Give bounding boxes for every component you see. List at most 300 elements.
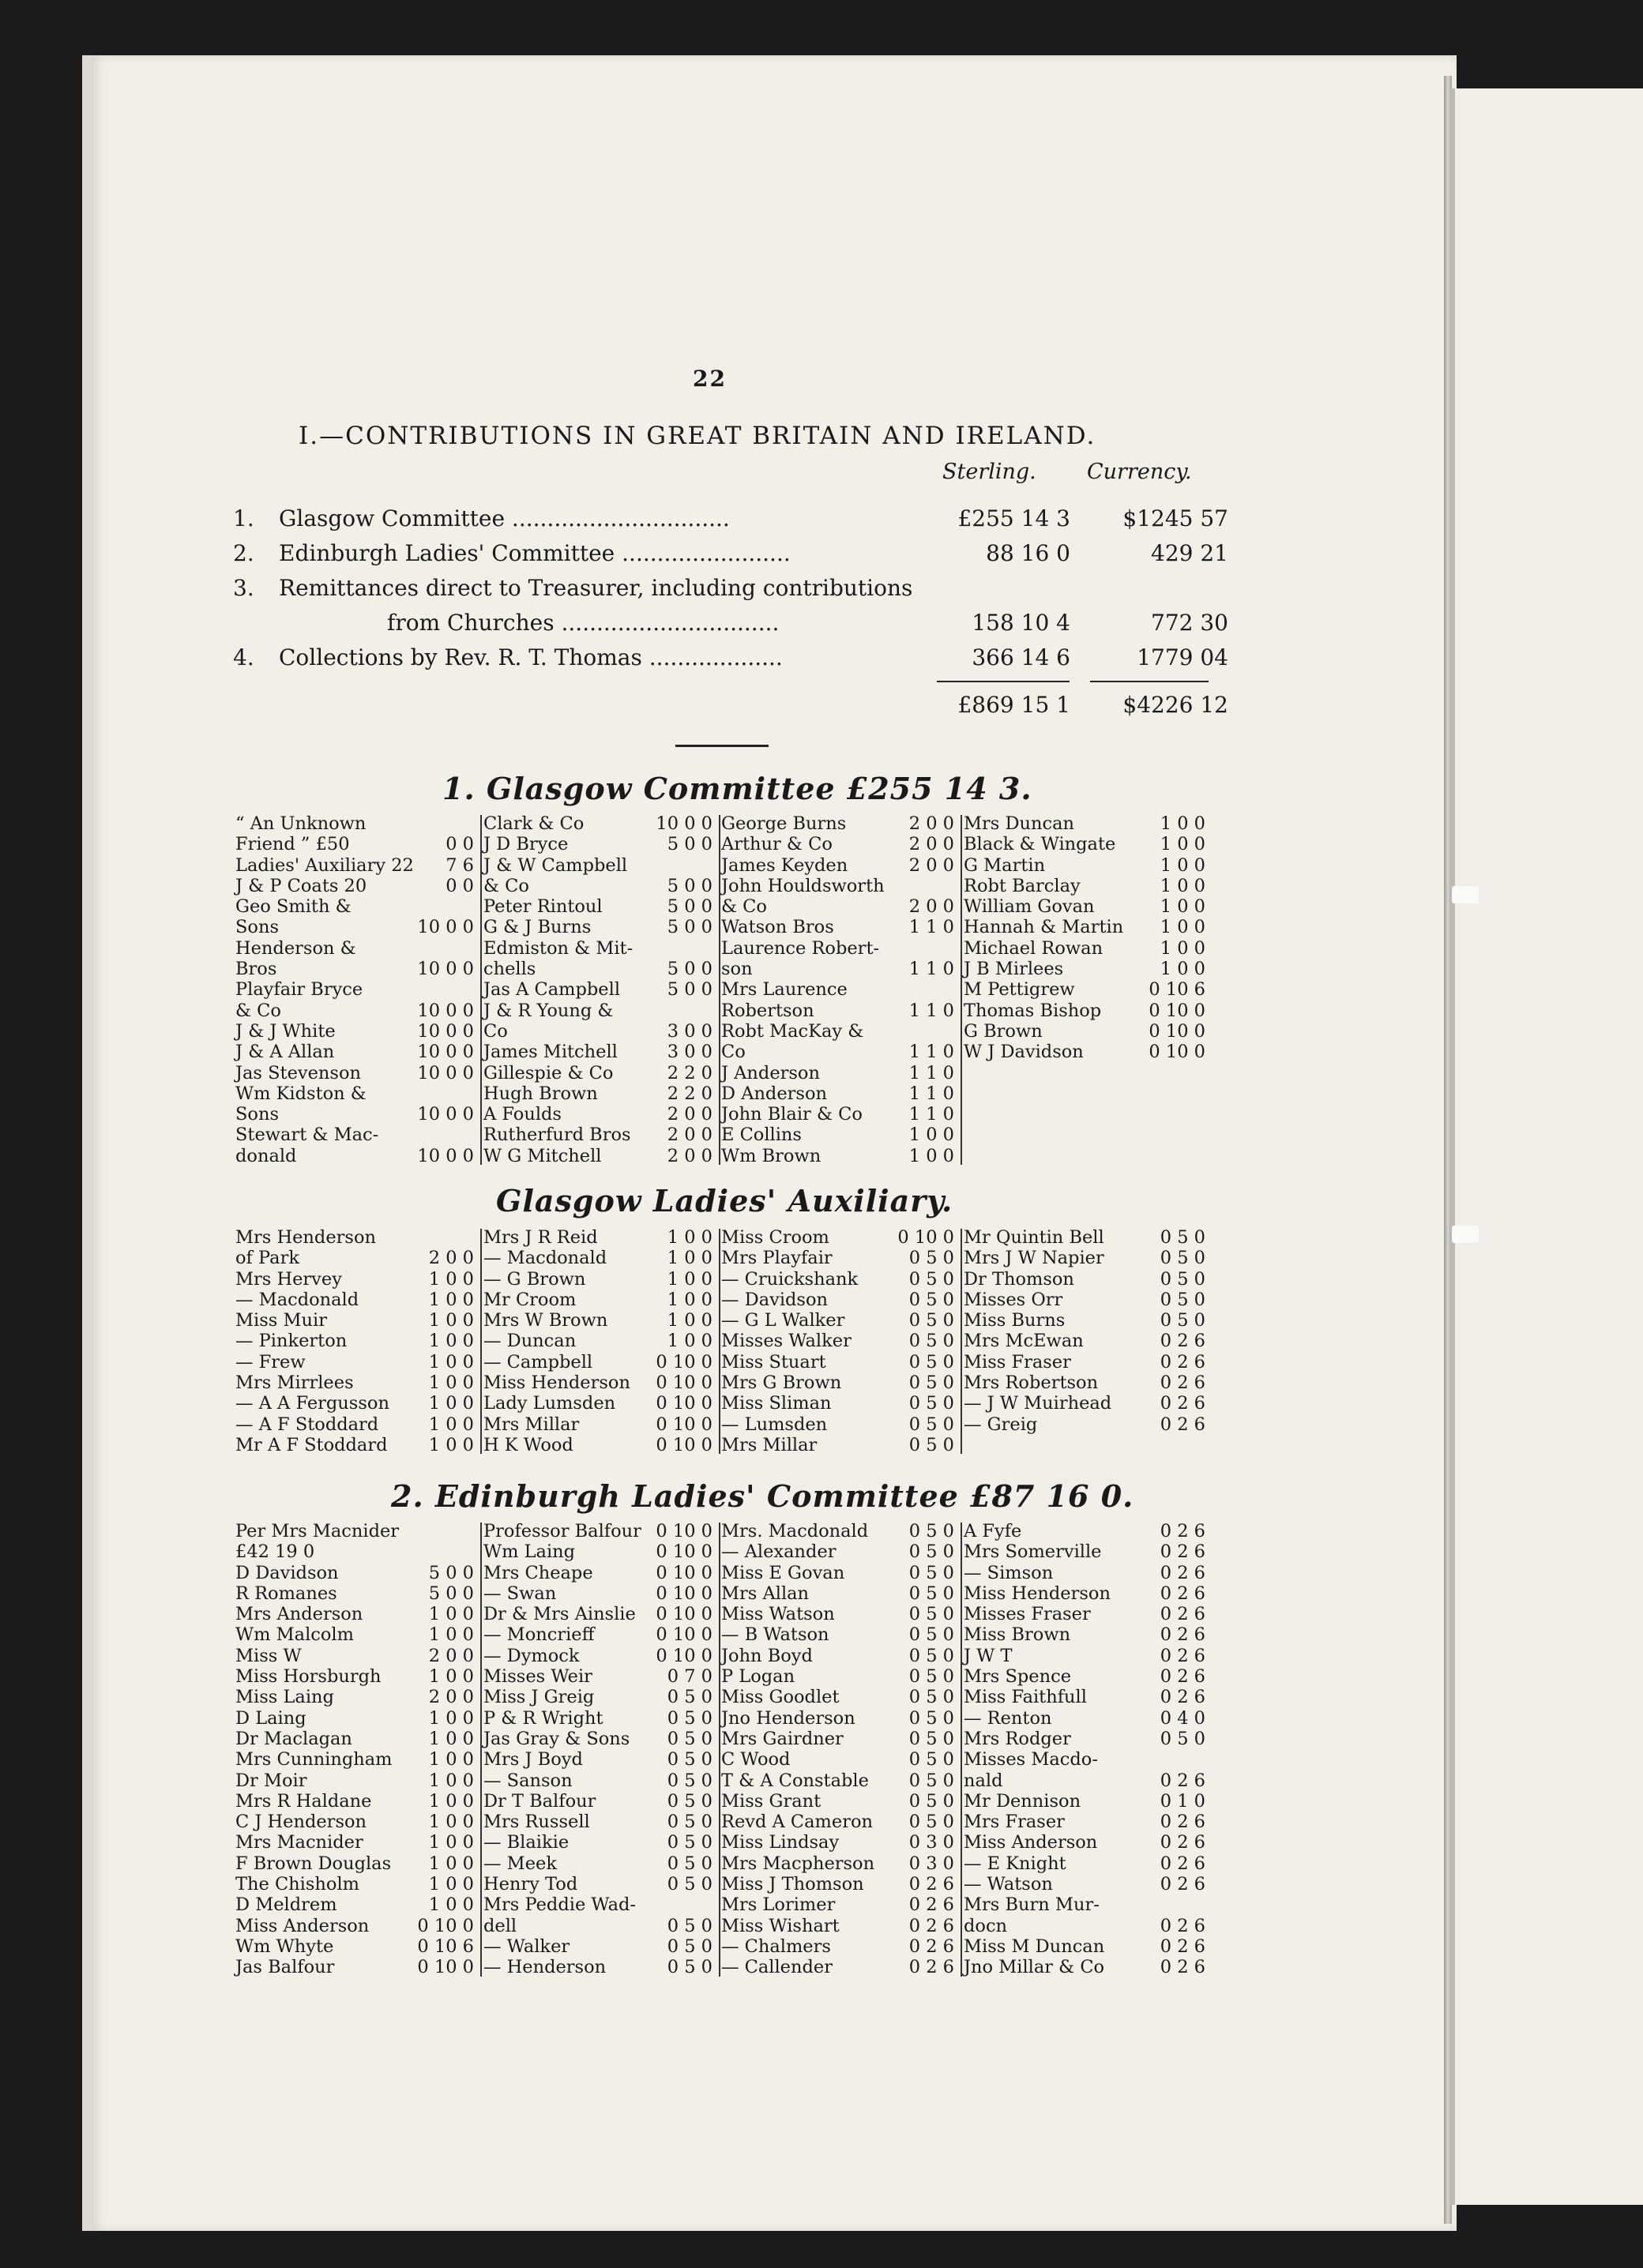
contributor-entry (721, 1269, 957, 1290)
contributor-name: Henderson & (235, 937, 356, 959)
column-divider (480, 1229, 482, 1454)
contributor-entry (964, 1687, 1209, 1707)
contributor-entry (235, 1957, 477, 1977)
contribution-amount: 10 0 0 (417, 1020, 474, 1042)
contributor-entry (483, 1936, 716, 1957)
row-sterling: 88 16 0 (986, 540, 1070, 566)
contributor-name: — A A Fergusson (235, 1393, 389, 1414)
contribution-amount: 0 2 6 (1160, 1957, 1205, 1978)
contributor-column (721, 1521, 957, 1978)
contributor-entry (235, 979, 477, 1000)
contribution-amount: 0 5 0 (1160, 1728, 1205, 1749)
contributor-name: Wm Whyte (235, 1936, 334, 1957)
contribution-amount: 0 2 6 (1160, 1604, 1205, 1625)
contributor-entry (483, 1125, 716, 1145)
contributor-name: J & J White (235, 1020, 336, 1042)
contribution-amount: 1 1 0 (908, 1104, 954, 1125)
contributor-entry (721, 1414, 957, 1435)
contributor-entry (235, 1936, 477, 1957)
contributor-entry (721, 1853, 957, 1874)
contributor-entry (721, 1146, 957, 1166)
contributor-name: D Davidson (235, 1562, 339, 1583)
contribution-amount: 10 0 0 (417, 1000, 474, 1021)
contributor-name: donald (235, 1145, 297, 1166)
contributor-name: Dr Maclagan (235, 1728, 352, 1749)
contribution-amount: 5 0 0 (428, 1583, 474, 1604)
contributor-entry (964, 1563, 1209, 1583)
contributor-name: Miss Croom (721, 1227, 829, 1248)
contributor-name: Wm Kidston & (235, 1083, 367, 1104)
contributor-name: Miss Horsburgh (235, 1666, 382, 1688)
currency-header: Currency. (1087, 460, 1192, 484)
contribution-amount: 0 7 0 (667, 1666, 712, 1688)
summary-row (233, 505, 1228, 540)
contribution-amount: 0 2 6 (1160, 1541, 1205, 1563)
contributor-name: Mr Dennison (964, 1790, 1081, 1812)
contributor-entry (483, 1563, 716, 1583)
contribution-amount: 7 6 (446, 854, 474, 876)
contributor-name: — Sanson (483, 1770, 573, 1791)
contributor-name: Mrs Gairdner (721, 1728, 844, 1749)
contribution-amount: 0 10 0 (1149, 1020, 1205, 1042)
contributor-name: George Burns (721, 813, 847, 834)
contribution-amount: 3 0 0 (667, 1020, 712, 1042)
contributor-entry (483, 917, 716, 937)
contribution-amount: 1 0 0 (428, 1853, 474, 1874)
contribution-amount: 1 0 0 (428, 1268, 474, 1290)
contribution-amount: 2 0 0 (908, 813, 954, 834)
contributor-name: Miss W (235, 1645, 302, 1666)
total-sterling: £869 15 1 (957, 692, 1070, 718)
contribution-amount: 1 0 0 (428, 1434, 474, 1455)
contributor-entry (483, 1894, 716, 1915)
row-currency: 772 30 (1151, 610, 1228, 636)
contributor-name: Per Mrs Macnider (235, 1521, 400, 1541)
contributor-entry (964, 1331, 1209, 1351)
contribution-amount: 0 5 0 (667, 1790, 712, 1812)
contributor-column (483, 813, 716, 1166)
contributor-entry (721, 1104, 957, 1125)
contribution-amount: 0 10 0 (656, 1562, 712, 1583)
contributor-entry (235, 1853, 477, 1874)
contribution-amount: 0 5 0 (908, 1289, 954, 1310)
contribution-amount: 0 5 0 (908, 1562, 954, 1583)
contributor-entry (483, 1583, 716, 1604)
contributor-entry (483, 1435, 716, 1455)
contributor-name: Mrs Playfair (721, 1248, 833, 1269)
contributor-name: Mrs J W Napier (964, 1248, 1104, 1269)
contributor-entry (964, 938, 1209, 959)
contributor-name: — Cruickshank (721, 1268, 859, 1290)
row-currency: 1779 04 (1137, 644, 1228, 670)
page-heading: I.—CONTRIBUTIONS IN GREAT BRITAIN AND IRELAND. (299, 422, 1096, 450)
contributor-entry (483, 938, 716, 959)
contributor-column (721, 1227, 957, 1455)
contribution-amount: 1 0 0 (667, 1331, 712, 1352)
contribution-amount: 1 0 0 (1160, 813, 1205, 834)
contributor-name: Wm Laing (483, 1541, 576, 1563)
contributor-name: — Moncrieff (483, 1624, 595, 1646)
contributor-entry (483, 1541, 716, 1562)
contribution-amount: 1 0 0 (428, 1372, 474, 1394)
contributor-entry (964, 1541, 1209, 1562)
contribution-amount: 0 1 0 (1160, 1790, 1205, 1812)
contribution-amount: 0 10 0 (656, 1645, 712, 1666)
contribution-amount: 0 5 0 (667, 1874, 712, 1895)
contribution-amount: 1 0 0 (428, 1666, 474, 1688)
row-label: from Churches ............................... (387, 610, 780, 636)
contributor-name: Miss Sliman (721, 1393, 832, 1414)
contribution-amount: 10 0 0 (417, 1042, 474, 1063)
contribution-amount: 1 0 0 (428, 1351, 474, 1372)
contribution-amount: 2 0 0 (908, 896, 954, 918)
contribution-amount: 2 0 0 (908, 834, 954, 855)
contributor-column (235, 1521, 477, 1978)
contributor-name: Mrs McEwan (964, 1331, 1084, 1352)
contributor-name: A Fyfe (964, 1521, 1022, 1541)
contributor-entry (721, 1310, 957, 1331)
contributor-name: son (721, 959, 753, 980)
contributor-name: Misses Fraser (964, 1604, 1091, 1625)
contributor-name: D Anderson (721, 1083, 827, 1104)
contributor-entry (483, 1646, 716, 1666)
contributor-entry (483, 1083, 716, 1104)
contribution-amount: 1 0 0 (428, 1894, 474, 1916)
contribution-amount: 0 5 0 (908, 1268, 954, 1290)
contributor-name: Rutherfurd Bros (483, 1125, 631, 1146)
contribution-amount: 0 2 6 (1160, 1936, 1205, 1957)
contributor-name: — Campbell (483, 1351, 593, 1372)
contributor-entry (721, 1791, 957, 1812)
contribution-amount: 10 0 0 (417, 1062, 474, 1083)
row-currency: 429 21 (1151, 540, 1228, 566)
contributor-name: Dr Thomson (964, 1268, 1074, 1290)
contributor-entry (964, 855, 1209, 876)
contributor-name: Miss Grant (721, 1790, 822, 1812)
contribution-amount: 0 2 6 (1160, 1770, 1205, 1791)
contributor-entry (964, 1646, 1209, 1666)
contribution-amount: 0 2 6 (908, 1894, 954, 1916)
contribution-amount: 1 0 0 (428, 1874, 474, 1895)
contributor-name: R Romanes (235, 1583, 337, 1604)
contributor-column (235, 1227, 477, 1455)
contributor-name: Mrs G Brown (721, 1372, 842, 1394)
contributor-name: J & R Young & (483, 1000, 614, 1021)
row-label: Remittances direct to Treasurer, including contributions (279, 575, 913, 601)
contribution-amount: 0 10 0 (656, 1541, 712, 1563)
contributor-entry (721, 876, 957, 896)
total-currency: $4226 12 (1122, 692, 1228, 718)
contributor-entry (721, 1687, 957, 1707)
section-title: 2. Edinburgh Ladies' Committee £87 16 0. (391, 1478, 1134, 1514)
contributor-name: — A F Stoddard (235, 1414, 379, 1435)
contribution-amount: 0 5 0 (908, 1583, 954, 1604)
contributor-name: Jas Gray & Sons (483, 1728, 630, 1749)
contribution-amount: 1 0 0 (1160, 917, 1205, 938)
contribution-amount: 1 1 0 (908, 1042, 954, 1063)
contributor-entry (964, 959, 1209, 979)
contributor-name: T & A Constable (721, 1770, 869, 1791)
contributor-entry (721, 1393, 957, 1414)
contributor-name: Dr & Mrs Ainslie (483, 1604, 636, 1625)
contribution-amount: 1 0 0 (1160, 875, 1205, 896)
contribution-amount: 1 0 0 (428, 1749, 474, 1770)
contributor-name: nald (964, 1770, 1003, 1791)
contributor-name: Sons (235, 1104, 279, 1125)
contributor-name: Dr Moir (235, 1770, 307, 1791)
contributor-entry (483, 1290, 716, 1310)
contributor-name: D Laing (235, 1707, 306, 1729)
contribution-amount: 0 5 0 (908, 1372, 954, 1394)
contribution-amount: 1 0 0 (667, 1268, 712, 1290)
contribution-amount: 0 5 0 (908, 1351, 954, 1372)
contributor-name: John Blair & Co (721, 1104, 863, 1125)
contributor-entry (235, 1791, 477, 1812)
contributor-entry (964, 1957, 1209, 1977)
contribution-amount: 0 10 0 (417, 1957, 474, 1978)
contributor-name: J & W Campbell (483, 854, 628, 876)
contributor-name: £42 19 0 (235, 1541, 315, 1563)
contribution-amount: 0 10 6 (1149, 979, 1205, 1001)
contribution-amount: 1 0 0 (428, 1790, 474, 1812)
contributor-entry (235, 1729, 477, 1749)
contributor-name: — Dymock (483, 1645, 580, 1666)
contribution-amount: 5 0 0 (667, 834, 712, 855)
contributor-name: Jas A Campbell (483, 979, 621, 1001)
contributor-entry (721, 1563, 957, 1583)
contributor-entry (721, 1227, 957, 1248)
contributor-column (721, 813, 957, 1166)
contributor-entry (235, 1749, 477, 1770)
contributor-entry (721, 1521, 957, 1541)
contributor-name: Co (721, 1042, 746, 1063)
contributor-name: Miss Burns (964, 1310, 1066, 1331)
contributor-name: James Mitchell (483, 1042, 618, 1063)
contribution-amount: 0 5 0 (667, 1915, 712, 1936)
contribution-amount: 1 0 0 (1160, 896, 1205, 918)
contribution-amount: 0 2 6 (1160, 1393, 1205, 1414)
contributor-name: F Brown Douglas (235, 1853, 392, 1874)
contributor-name: Mr Croom (483, 1289, 577, 1310)
contributor-entry (721, 813, 957, 834)
contributor-name: Mrs Robertson (964, 1372, 1099, 1394)
contribution-amount: 0 5 0 (908, 1521, 954, 1541)
contributor-entry (235, 1104, 477, 1125)
row-sterling: £255 14 3 (957, 505, 1070, 531)
contributor-entry (235, 1269, 477, 1290)
section-title: 1. Glasgow Committee £255 14 3. (442, 771, 1032, 806)
contribution-amount: 0 5 0 (1160, 1310, 1205, 1331)
contributor-name: Miss Brown (964, 1624, 1071, 1646)
contribution-amount: 1 1 0 (908, 1083, 954, 1104)
contribution-amount: 1 1 0 (908, 959, 954, 980)
contributor-entry (721, 1624, 957, 1645)
contributor-name: Mrs Anderson (235, 1604, 363, 1625)
contributor-entry (235, 1372, 477, 1393)
contributor-entry (721, 979, 957, 1000)
contributor-name: Mrs Burn Mur- (964, 1894, 1100, 1916)
contribution-amount: 0 10 0 (1149, 1042, 1205, 1063)
contributor-name: Miss Faithfull (964, 1687, 1087, 1708)
contributor-name: Miss Goodlet (721, 1687, 840, 1708)
contributor-name: Revd A Cameron (721, 1812, 873, 1833)
contributor-name: — Davidson (721, 1289, 828, 1310)
contributor-entry (964, 896, 1209, 917)
binding-ring (1452, 1226, 1479, 1243)
contribution-amount: 0 10 0 (656, 1624, 712, 1646)
contribution-amount: 0 5 0 (908, 1728, 954, 1749)
contributor-name: Arthur & Co (721, 834, 833, 855)
contributor-entry (721, 855, 957, 876)
contribution-amount: 5 0 0 (428, 1562, 474, 1583)
contributor-entry (483, 855, 716, 876)
contributor-column (483, 1227, 716, 1455)
sum-rule (1090, 681, 1209, 682)
contributor-entry (964, 979, 1209, 1000)
contributor-entry (721, 1021, 957, 1042)
contributor-name: Mrs Somerville (964, 1541, 1102, 1563)
contributor-name: — G Brown (483, 1268, 586, 1290)
contribution-amount: 0 10 0 (656, 1372, 712, 1394)
contributor-entry (964, 1812, 1209, 1832)
contributor-name: docn (964, 1915, 1008, 1936)
contribution-amount: 1 0 0 (667, 1248, 712, 1269)
contributor-name: Mrs Millar (721, 1434, 818, 1455)
contributor-name: Mrs Peddie Wad- (483, 1894, 636, 1916)
contributor-name: E Collins (721, 1125, 802, 1146)
contribution-amount: 0 5 0 (908, 1749, 954, 1770)
contribution-amount: 0 5 0 (908, 1770, 954, 1791)
contributor-entry (721, 1248, 957, 1268)
contributor-entry (964, 1749, 1209, 1770)
contributor-entry (483, 1269, 716, 1290)
contributor-entry (721, 1063, 957, 1083)
contribution-amount: 0 2 6 (1160, 1331, 1205, 1352)
contributor-name: Friend ” £50 (235, 834, 350, 855)
contributor-name: Miss Muir (235, 1310, 327, 1331)
column-divider (961, 815, 962, 1165)
contribution-amount: 1 0 0 (908, 1145, 954, 1166)
contribution-amount: 1 0 0 (428, 1812, 474, 1833)
contributor-entry (964, 1352, 1209, 1372)
contributor-name: W J Davidson (964, 1042, 1084, 1063)
contributor-name: Miss Laing (235, 1687, 334, 1708)
contribution-amount: 0 2 6 (1160, 1645, 1205, 1666)
column-divider (480, 1523, 482, 1977)
contributor-name: Misses Macdo- (964, 1749, 1098, 1770)
summary-row (233, 575, 1228, 610)
contributor-name: Mrs Laurence (721, 979, 848, 1001)
contribution-amount: 0 2 6 (908, 1915, 954, 1936)
contributor-name: Laurence Robert- (721, 937, 880, 959)
contributor-entry (235, 1331, 477, 1351)
contribution-amount: 0 5 0 (667, 1936, 712, 1957)
contributor-entry (964, 1604, 1209, 1624)
contributor-name: Miss Fraser (964, 1351, 1071, 1372)
contribution-amount: 1 0 0 (667, 1289, 712, 1310)
contributor-name: Peter Rintoul (483, 896, 603, 918)
summary-row (233, 644, 1228, 679)
contributor-name: Hannah & Martin (964, 917, 1124, 938)
contributor-entry (721, 1729, 957, 1749)
contribution-amount: 0 2 6 (1160, 1414, 1205, 1435)
contributor-name: — Lumsden (721, 1414, 828, 1435)
contributor-name: — Henderson (483, 1957, 607, 1978)
contributor-name: Mrs Macnider (235, 1832, 363, 1853)
contributor-name: — Duncan (483, 1331, 577, 1352)
contribution-amount: 0 5 0 (667, 1728, 712, 1749)
contributor-name: P & R Wright (483, 1707, 603, 1729)
contribution-amount: 10 0 0 (417, 1104, 474, 1125)
contributor-entry (483, 1414, 716, 1435)
contributor-name: William Govan (964, 896, 1095, 918)
contributor-entry (964, 1936, 1209, 1957)
contributor-entry (964, 1021, 1209, 1042)
contribution-amount: 1 0 0 (428, 1414, 474, 1435)
contributor-entry (483, 979, 716, 1000)
contribution-amount: 0 2 6 (1160, 1351, 1205, 1372)
contribution-amount: 0 0 (446, 875, 474, 896)
contributor-entry (235, 1042, 477, 1062)
contributor-entry (483, 813, 716, 834)
facing-page (1450, 88, 1643, 2205)
contribution-amount: 0 5 0 (667, 1957, 712, 1978)
contributor-name: — Alexander (721, 1541, 837, 1563)
contributor-name: Clark & Co (483, 813, 585, 834)
contributor-name: W G Mitchell (483, 1145, 602, 1166)
contributor-entry (235, 855, 477, 876)
contributor-name: — G L Walker (721, 1310, 845, 1331)
contribution-amount: 2 2 0 (667, 1083, 712, 1104)
contribution-amount: 0 5 0 (1160, 1227, 1205, 1248)
page-number: 22 (693, 366, 727, 392)
contributor-name: Jas Stevenson (235, 1062, 362, 1083)
contribution-amount: 5 0 0 (667, 959, 712, 980)
contributor-entry (235, 1393, 477, 1414)
contributor-name: Mrs Russell (483, 1812, 590, 1833)
contribution-amount: 0 10 0 (656, 1434, 712, 1455)
contributor-name: Miss Lindsay (721, 1832, 840, 1853)
contributor-entry (235, 1021, 477, 1042)
contribution-amount: 0 2 6 (1160, 1521, 1205, 1541)
contribution-amount: 10 0 0 (656, 813, 712, 834)
contribution-amount: 1 0 0 (428, 1770, 474, 1791)
contribution-amount: 0 5 0 (667, 1770, 712, 1791)
contributor-name: Jno Henderson (721, 1707, 855, 1729)
contribution-amount: 10 0 0 (417, 959, 474, 980)
contributor-name: Misses Weir (483, 1666, 592, 1688)
contributor-entry (721, 1874, 957, 1894)
contribution-amount: 2 0 0 (908, 854, 954, 876)
contributor-name: Lady Lumsden (483, 1393, 616, 1414)
contributor-name: — Macdonald (235, 1289, 359, 1310)
contributor-entry (235, 1248, 477, 1268)
section-divider (675, 745, 769, 747)
contributor-entry (483, 1874, 716, 1894)
contributor-column (964, 1227, 1209, 1435)
contribution-amount: 0 2 6 (1160, 1812, 1205, 1833)
contribution-amount: 2 0 0 (667, 1104, 712, 1125)
contributor-name: Mrs Duncan (964, 813, 1075, 834)
contribution-amount: 2 0 0 (428, 1248, 474, 1269)
contributor-name: — B Watson (721, 1624, 829, 1646)
contributor-name: chells (483, 959, 536, 980)
contributor-entry (235, 1125, 477, 1145)
contributor-entry (235, 896, 477, 917)
contributor-entry (235, 813, 477, 834)
sterling-header: Sterling. (942, 460, 1036, 484)
contributor-name: Playfair Bryce (235, 979, 363, 1001)
